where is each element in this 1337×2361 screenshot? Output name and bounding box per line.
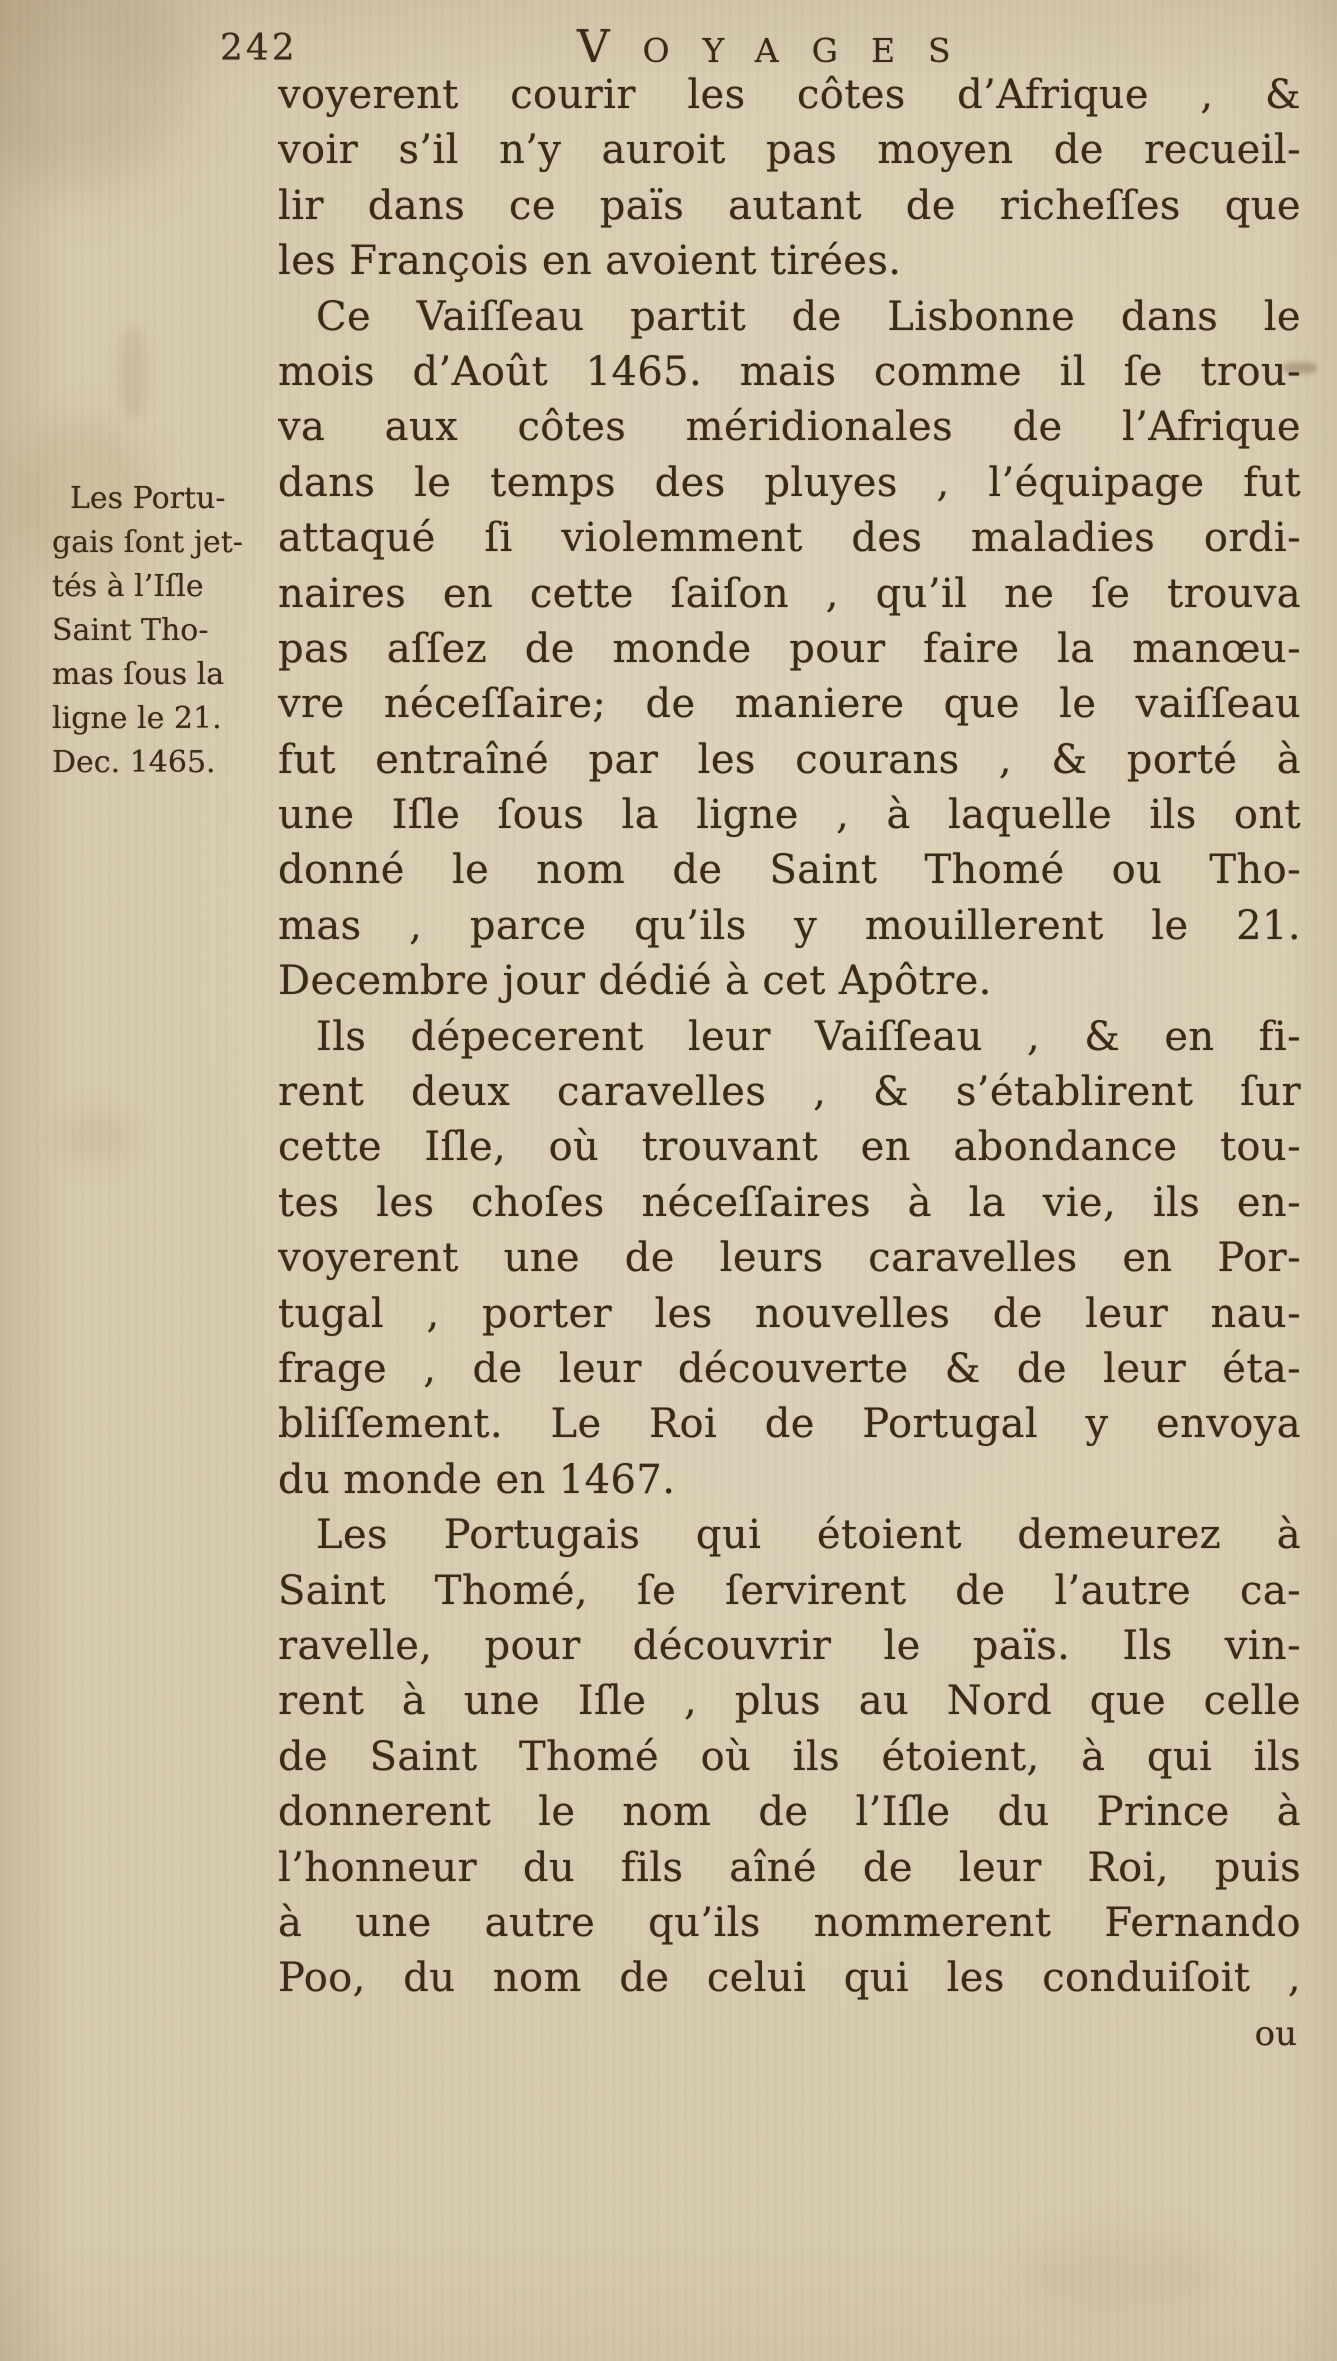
- margin-note: [52, 477, 286, 785]
- body-line: voyerent une de leurs caravelles en Por-: [278, 1235, 1301, 1282]
- body-line: tes les choſes néceſſaires à la vie, ils en-: [278, 1179, 1301, 1226]
- margin-note-line: Dec. 1465.: [52, 745, 216, 780]
- body-line: Ils dépecerent leur Vaiſſeau , & en fi-: [316, 1013, 1301, 1060]
- body-line: donné le nom de Saint Thomé ou Tho-: [278, 847, 1301, 894]
- body-line: mas , parce qu’ils y mouillerent le 21.: [278, 902, 1301, 949]
- running-title: VOYAGES: [577, 20, 984, 73]
- margin-note-line: tés à l’Iſle: [52, 569, 204, 604]
- corner-shadow: [0, 0, 190, 190]
- body-line: pas aſſez de monde pour faire la manœu-: [278, 625, 1301, 672]
- body-line: dans le temps des pluyes , l’équipage fut: [278, 459, 1301, 506]
- body-line: frage , de leur découverte & de leur éta-: [278, 1345, 1301, 1392]
- body-line: Saint Thomé, ſe ſervirent de l’autre ca-: [278, 1567, 1301, 1614]
- margin-note-line: Les Portu-: [70, 481, 226, 516]
- body-line: l’honneur du fils aîné de leur Roi, puis: [278, 1844, 1301, 1891]
- margin-note-line: gais ſont jet-: [52, 525, 243, 560]
- body-line: voir s’il n’y auroit pas moyen de recueil-: [278, 127, 1301, 174]
- body-line: bliſſement. Le Roi de Portugal y envoya: [278, 1401, 1301, 1448]
- body-line: vre néceſſaire; de maniere que le vaiſſeau: [278, 681, 1301, 728]
- body-line: à une autre qu’ils nommerent Fernando: [278, 1899, 1301, 1946]
- paper-stain: [55, 1110, 135, 1165]
- catchword: ou: [1254, 2014, 1297, 2054]
- body-line: rent à une Iſle , plus au Nord que celle: [278, 1678, 1301, 1725]
- body-line: voyerent courir les côtes d’Afrique , &: [278, 72, 1301, 118]
- body-line: va aux côtes méridionales de l’Afrique: [278, 404, 1301, 451]
- body-line: Decembre jour dédié à cet Apôtre.: [278, 958, 992, 1005]
- page-number: 242: [220, 28, 298, 69]
- margin-note-line: mas ſous la: [52, 657, 225, 692]
- body-line: fut entraîné par les courans , & porté à: [278, 736, 1301, 783]
- paper-stain: [1020, 2230, 1220, 2310]
- body-text: [278, 68, 1301, 2007]
- ink-showthrough: [118, 325, 148, 420]
- body-line: rent deux caravelles , & s’établirent ſur: [278, 1069, 1301, 1116]
- body-line: les François en avoient tirées.: [278, 238, 902, 285]
- body-line: mois d’Août 1465. mais comme il ſe trou-: [278, 348, 1301, 395]
- margin-note-line: ligne le 21.: [52, 701, 222, 736]
- body-line: une Iſle ſous la ligne , à laquelle ils ont: [278, 792, 1301, 839]
- body-line: tugal , porter les nouvelles de leur nau-: [278, 1290, 1301, 1337]
- body-line: ravelle, pour découvrir le païs. Ils vin-: [278, 1622, 1301, 1669]
- body-line: lir dans ce païs autant de richeſſes que: [278, 182, 1301, 229]
- body-line: naires en cette ſaiſon , qu’il ne ſe trouva: [278, 570, 1301, 617]
- body-line: cette Iſle, où trouvant en abondance tou-: [278, 1124, 1301, 1171]
- margin-note-line: Saint Tho-: [52, 613, 209, 648]
- body-line: Les Portugais qui étoient demeurez à: [316, 1512, 1301, 1559]
- body-line: donnerent le nom de l’Iſle du Prince à: [278, 1789, 1301, 1836]
- body-line: de Saint Thomé où ils étoient, à qui ils: [278, 1733, 1301, 1780]
- body-line: Ce Vaiſſeau partit de Lisbonne dans le: [316, 293, 1301, 340]
- body-line: Poo, du nom de celui qui les conduiſoit ,: [278, 1955, 1301, 2002]
- body-line: attaqué ſi violemment des maladies ordi-: [278, 515, 1301, 562]
- body-line: du monde en 1467.: [278, 1456, 676, 1503]
